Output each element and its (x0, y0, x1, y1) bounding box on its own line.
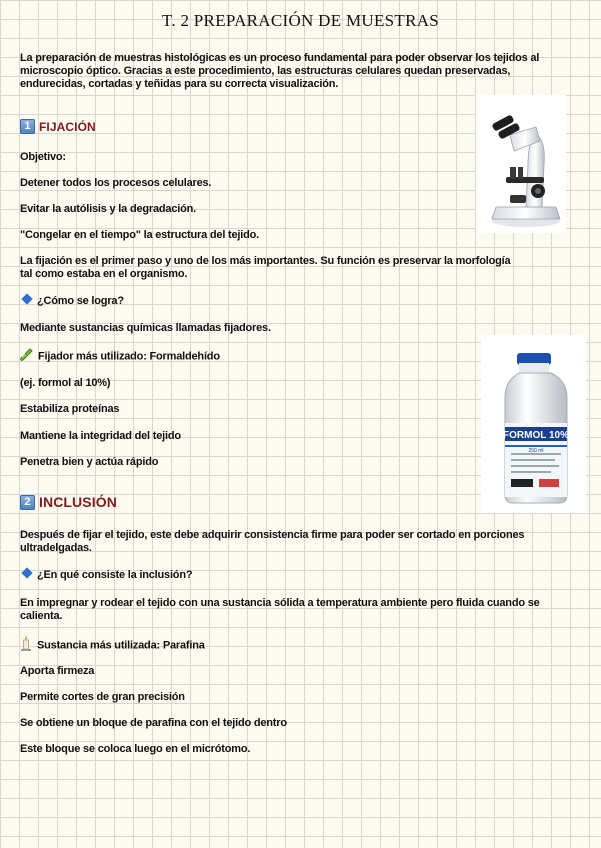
fijacion-question: ¿Cómo se logra? (20, 295, 124, 308)
inclusion-description: Después de fijar el tejido, este debe adquirir consistencia firme para poder ser cortado en porciones ultradelgadas. (20, 529, 525, 554)
test-tube-icon (20, 348, 33, 365)
sustancia-line: Sustancia más utilizada: Parafina (20, 636, 205, 655)
number-1-icon: 1 (20, 119, 35, 134)
page-title: T. 2 PREPARACIÓN DE MUESTRAS (161, 11, 440, 30)
candle-icon (20, 636, 32, 655)
fijador-line: Fijador más utilizado: Formaldehído (20, 348, 220, 365)
number-2-icon: 2 (20, 495, 35, 510)
objetivo-item: Evitar la autólisis y la degradación. (20, 203, 197, 215)
fijacion-answer: Mediante sustancias químicas llamadas fijadores. (20, 322, 271, 334)
parafina-property: Aporta firmeza (20, 665, 95, 677)
microscope-image (476, 95, 566, 233)
section-title-fijacion: FIJACIÓN (39, 119, 96, 134)
fijador-property: Estabiliza proteínas (20, 403, 120, 415)
section-heading-fijacion (20, 119, 96, 134)
inclusion-question: ¿En qué consiste la inclusión? (20, 569, 192, 582)
bottle-label-text: FORMOL 10% (503, 430, 569, 441)
bottle-volume-text: 250 ml (528, 448, 544, 454)
formol-bottle-image (481, 335, 586, 513)
fijacion-description: La fijación es el primer paso y uno de los más importantes. Su función es preservar la morfología tal como estaba en el organismo. (20, 255, 511, 280)
parafina-property: Este bloque se coloca luego en el micrótomo. (20, 743, 251, 755)
intro-paragraph: La preparación de muestras histológicas es un proceso fundamental para poder observar los tejidos al microscopio óptico. Gracias a este procedimiento, las estructuras celulares quedan preservadas, endurecidas, cortadas y teñidas para su correcta visualización. (20, 52, 540, 90)
objetivo-item: "Congelar en el tiempo" la estructura del tejido. (20, 229, 260, 241)
fijador-property: Penetra bien y actúa rápido (20, 456, 159, 468)
section-title-inclusion: INCLUSIÓN (39, 494, 117, 510)
objetivo-label: Objetivo: (20, 151, 66, 163)
section-heading-inclusion (20, 494, 117, 510)
blue-diamond-icon (21, 567, 32, 578)
inclusion-answer: En impregnar y rodear el tejido con una sustancia sólida a temperatura ambiente pero fluida cuando se calienta. (20, 597, 540, 622)
fijador-property: Mantiene la integridad del tejido (20, 430, 181, 442)
objetivo-item: Detener todos los procesos celulares. (20, 177, 212, 189)
parafina-property: Se obtiene un bloque de parafina con el tejido dentro (20, 717, 287, 729)
parafina-property: Permite cortes de gran precisión (20, 691, 185, 703)
fijador-example: (ej. formol al 10%) (20, 377, 111, 389)
blue-diamond-icon (21, 293, 32, 304)
